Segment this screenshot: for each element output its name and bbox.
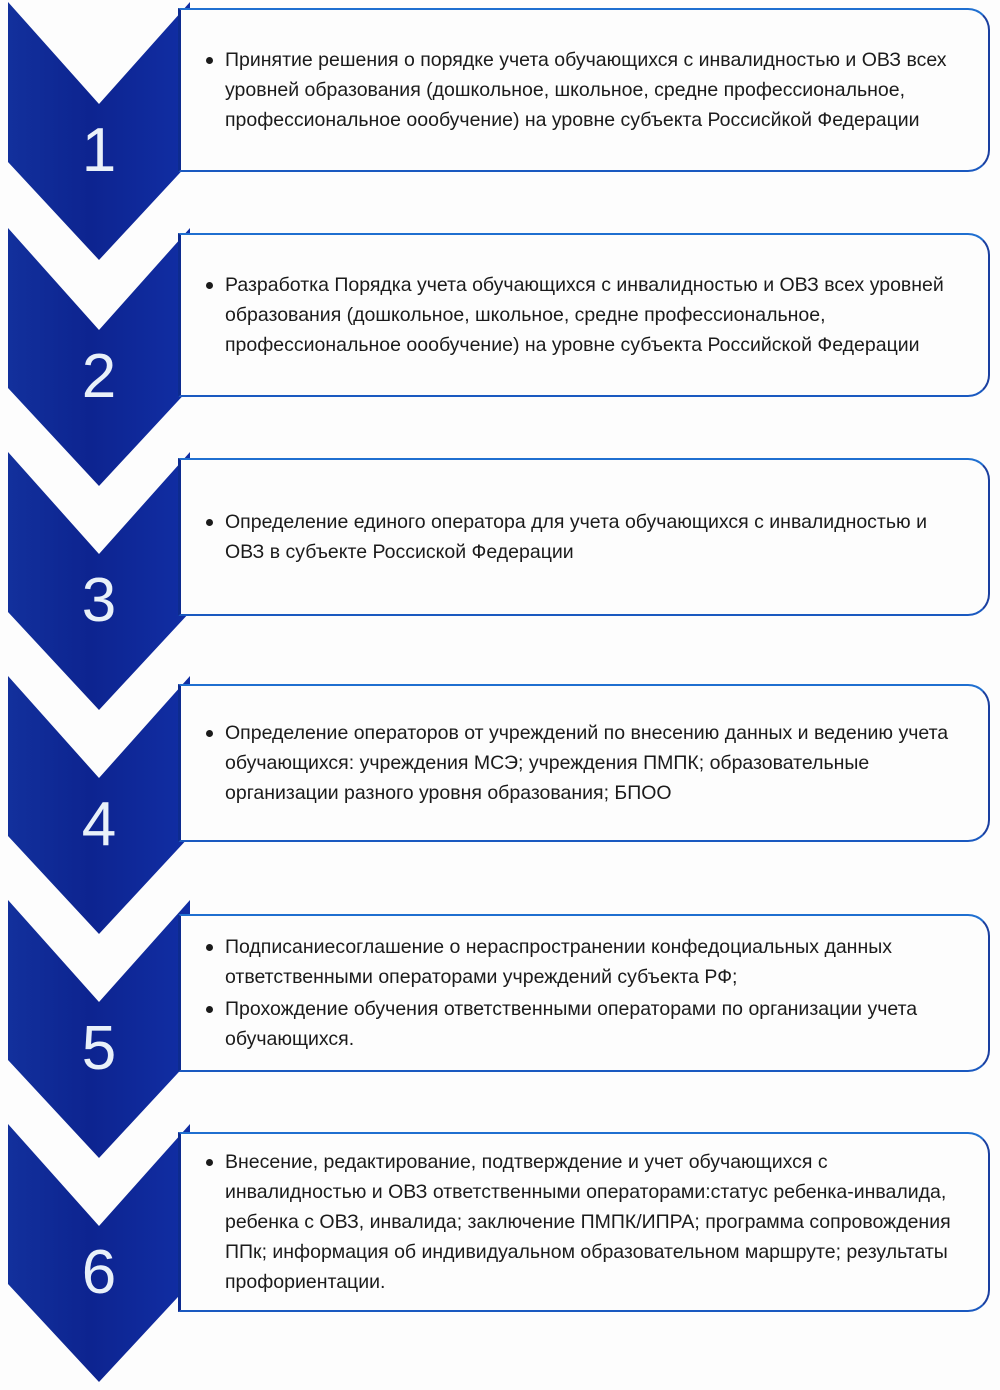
chevron-shape-icon [8, 676, 190, 934]
bullet-item: Определение операторов от учреждений по внесению данных и ведению учета обучающихся: учреждения МСЭ; учреждения ПМПК; образовательные организации разного уровня образования; БПОО [203, 718, 960, 808]
step-card-6 [178, 1132, 990, 1312]
bullet-item: Принятие решения о порядке учета обучающихся с инвалидностью и ОВЗ всех уровней образования (дошкольное, школьное, средне профессиональное, профессиональное оообучение) на уровне субъекта Россисйкой Федерации [203, 45, 960, 135]
step-number-4: 4 [81, 789, 117, 859]
bullet-item: Подписаниесоглашение о нераспространении конфедоциальных данных ответственными операторами учреждений субъекта РФ; [203, 932, 960, 992]
chevron-shape-icon [8, 452, 190, 710]
bullet-list-5 [203, 932, 960, 1054]
bullet-list-2 [203, 270, 960, 360]
chevron-marker-4 [8, 676, 190, 934]
bullet-list-4 [203, 718, 960, 808]
step-card-2 [178, 233, 990, 397]
step-card-1 [178, 8, 990, 172]
step-number-6: 6 [81, 1237, 117, 1307]
bullet-item: Определение единого оператора для учета обучающихся с инвалидностью и ОВЗ в субъекте Россиской Федерации [203, 507, 960, 567]
chevron-marker-1 [8, 2, 190, 260]
chevron-shape-icon [8, 1124, 190, 1382]
bullet-list-1 [203, 45, 960, 135]
bullet-item: Разработка Порядка учета обучающихся с инвалидностью и ОВЗ всех уровней образования (дошкольное, школьное, средне профессиональное, профессиональное оообучение) на уровне субъекта Российской Федерации [203, 270, 960, 360]
chevron-shape-icon [8, 900, 190, 1158]
step-number-1: 1 [81, 115, 117, 185]
step-number-2: 2 [81, 341, 117, 411]
chevron-marker-3 [8, 452, 190, 710]
chevron-marker-6 [8, 1124, 190, 1382]
bullet-list-6 [203, 1147, 960, 1297]
step-number-5: 5 [81, 1013, 117, 1083]
chevron-shape-icon [8, 2, 190, 260]
chevron-marker-2 [8, 228, 190, 486]
bullet-list-3 [203, 507, 960, 567]
bullet-item: Внесение, редактирование, подтверждение и учет обучающихся с инвалидностью и ОВЗ ответственными операторами:статус ребенка-инвалида, ребенка с ОВЗ, инвалида; заключение ПМПК/ИПРА; программа сопровождения ППк; информация об индивидуальном образовательном маршруте; результаты профориентации. [203, 1147, 960, 1297]
bullet-item: Прохождение обучения ответственными операторами по организации учета обучающихся. [203, 994, 960, 1054]
step-number-3: 3 [81, 565, 117, 635]
step-card-5 [178, 914, 990, 1072]
step-card-4 [178, 684, 990, 842]
step-card-3 [178, 458, 990, 616]
chevron-marker-5 [8, 900, 190, 1158]
chevron-shape-icon [8, 228, 190, 486]
